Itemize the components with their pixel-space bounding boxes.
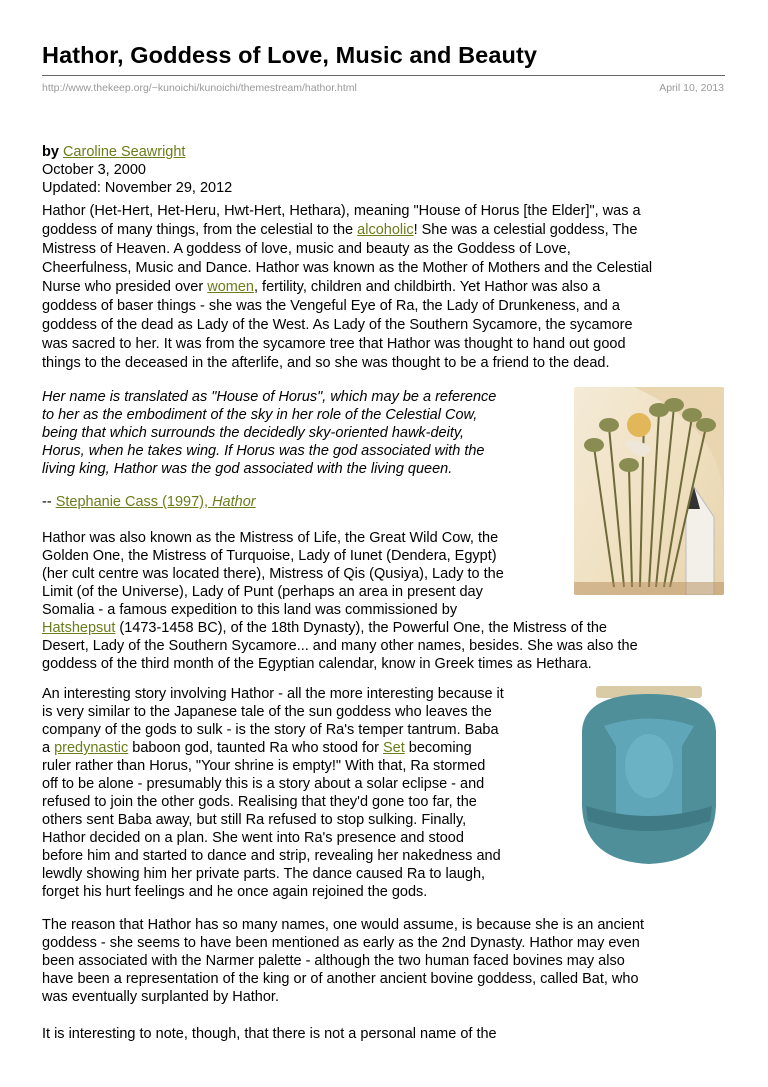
text-segment: Hathor was also known as the Mistress of Life, the Great Wild Cow, the (42, 530, 499, 546)
text-line (42, 202, 652, 221)
text-line (42, 703, 504, 721)
text-line (42, 601, 638, 619)
page-title: Hathor, Goddess of Love, Music and Beauty (42, 42, 538, 68)
capture-date: April 10, 2013 (659, 82, 724, 94)
text-segment: baboon god, taunted Ra who stood for (128, 740, 383, 756)
text-segment: Somalia - a famous expedition to this land was commissioned by (42, 602, 458, 618)
text-segment: An interesting story involving Hathor - all the more interesting because it (42, 686, 504, 702)
text-line (42, 685, 504, 703)
text-segment: was eventually surplanted by Hathor. (42, 989, 279, 1005)
text-line (42, 316, 652, 335)
text-line (42, 529, 638, 547)
inline-link[interactable]: Hathor (212, 494, 256, 510)
author-link[interactable]: Caroline Seawright (62, 144, 186, 160)
text-segment: things to the deceased in the afterlife, and so she was thought to be a friend to the dead. (42, 355, 610, 371)
created-date: October 3, 2000 (42, 162, 146, 178)
text-line (42, 952, 644, 970)
citation (42, 493, 256, 511)
text-line (42, 259, 652, 278)
text-segment: (1473-1458 BC), of the 18th Dynasty), the Powerful One, the Mistress of the (115, 620, 607, 636)
text-segment: Hathor (Het-Hert, Het-Heru, Hwt-Hert, Hethara), meaning "House of Horus [the Elder]", was a (42, 203, 641, 219)
text-segment: (her cult centre was located there), Mistress of Qis (Qusiya), Lady to the (42, 566, 504, 582)
text-line (42, 721, 504, 739)
text-segment: forget his hurt feelings and he once again rejoined the gods. (42, 884, 428, 900)
text-line (42, 240, 652, 259)
text-line (42, 655, 638, 673)
text-line (42, 757, 504, 775)
text-line (42, 335, 652, 354)
paragraph-closing (42, 1025, 497, 1043)
text-line (42, 278, 652, 297)
text-segment: It is interesting to note, though, that there is not a personal name of the (42, 1026, 497, 1042)
text-segment: goddess of the third month of the Egyptian calendar, know in Greek times as Hethara. (42, 656, 592, 672)
text-segment: Her name is translated as "House of Horus", which may be a reference (42, 389, 497, 405)
text-line (42, 847, 504, 865)
paragraph-intro (42, 202, 652, 373)
text-segment: have been a representation of the king or of another ancient bovine goddess, called Bat, who (42, 971, 639, 987)
text-segment: before him and started to dance and strip, revealing her nakedness and (42, 848, 501, 864)
text-segment: been associated with the Narmer palette - although the two human faced bovines may also (42, 953, 625, 969)
text-line (42, 442, 496, 460)
title-divider (42, 75, 725, 76)
text-segment: goddess of baser things - she was the Vengeful Eye of Ra, the Lady of Drunkeness, and a (42, 298, 620, 314)
paragraph-origins (42, 916, 644, 1006)
text-line (42, 637, 638, 655)
text-segment: was sacred to her. It was from the sycamore tree that Hathor was thought to hand out good (42, 336, 626, 352)
text-segment: others sent Baba away, but still Ra refused to stop sulking. Finally, (42, 812, 467, 828)
text-segment: to her as the embodiment of the sky in her role of the Celestial Cow, (42, 407, 478, 423)
text-segment: Mistress of Heaven. A goddess of love, music and beauty as the Goddess of Love, (42, 241, 571, 257)
text-segment: being that which surrounds the decidedly sky-oriented hawk-deity, (42, 425, 465, 441)
text-segment: becoming (404, 740, 472, 756)
text-segment: a (42, 740, 55, 756)
text-segment: goddess of the dead as Lady of the West. As Lady of the Southern Sycamore, the sycamore (42, 317, 633, 333)
quote-block (42, 388, 496, 478)
paragraph-names (42, 529, 638, 673)
text-segment: goddess of many things, from the celestial to the (42, 222, 358, 238)
text-segment: goddess - she seems to have been mentioned as early as the 2nd Dynasty. Hathor may even (42, 935, 640, 951)
text-line (42, 883, 504, 901)
text-segment: Golden One, the Mistress of Turquoise, Lady of Iunet (Dendera, Egypt) (42, 548, 497, 564)
text-line (42, 970, 644, 988)
text-line (42, 988, 644, 1006)
text-segment: company of the gods to sulk - is the story of Ra's temper tantrum. Baba (42, 722, 499, 738)
text-segment: living king, Hathor was the god associated with the living queen. (42, 461, 453, 477)
text-line (42, 1025, 497, 1043)
text-segment: Nurse who presided over (42, 279, 208, 295)
inline-link[interactable]: Stephanie Cass (1997), (55, 494, 213, 510)
text-segment: -- (42, 494, 56, 510)
text-segment: Hathor decided on a plan. She went into Ra's presence and stood (42, 830, 464, 846)
text-line (42, 406, 496, 424)
hathor-papyrus-image (574, 387, 724, 595)
text-segment: Cheerfulness, Music and Dance. Hathor was known as the Mother of Mothers and the Celestial (42, 260, 653, 276)
text-segment: Limit (of the Universe), Lady of Punt (perhaps an area in present day (42, 584, 483, 600)
text-line (42, 297, 652, 316)
inline-link[interactable]: women (207, 279, 254, 295)
text-line (42, 354, 652, 373)
text-segment: , fertility, children and childbirth. Yet Hathor was also a (253, 279, 601, 295)
by-label: by (42, 144, 59, 160)
text-line (42, 388, 496, 406)
text-line (42, 739, 504, 757)
inline-link[interactable]: predynastic (54, 740, 129, 756)
paragraph-story (42, 685, 504, 901)
text-segment: refused to join the other gods. Realising that they'd gone too far, the (42, 794, 477, 810)
text-line (42, 829, 504, 847)
text-segment: ruler rather than Horus, "Your shrine is empty!" With that, Ra stormed (42, 758, 486, 774)
updated-date: Updated: November 29, 2012 (42, 180, 233, 196)
inline-link[interactable]: Hatshepsut (42, 620, 116, 636)
text-line (42, 865, 504, 883)
text-segment: ! She was a celestial goddess, The (413, 222, 638, 238)
text-segment: Desert, Lady of the Southern Sycamore... and many other names, besides. She was also the (42, 638, 638, 654)
text-line (42, 424, 496, 442)
text-segment: is very similar to the Japanese tale of the sun goddess who leaves the (42, 704, 492, 720)
text-segment: The reason that Hathor has so many names, one would assume, is because she is an ancient (42, 917, 645, 933)
inline-link[interactable]: alcoholic (357, 222, 414, 238)
text-line (42, 493, 256, 511)
text-line (42, 811, 504, 829)
byline (42, 143, 232, 197)
source-url: http://www.thekeep.org/~kunoichi/kunoichi/themestream/hathor.html (42, 82, 357, 94)
text-line (42, 583, 638, 601)
text-line (42, 934, 644, 952)
text-line (42, 619, 638, 637)
text-segment: lewdly showing him her private parts. The dance caused Ra to laugh, (42, 866, 486, 882)
text-line (42, 547, 638, 565)
hathor-faience-head-image (574, 686, 724, 867)
inline-link[interactable]: Set (383, 740, 405, 756)
text-line (42, 793, 504, 811)
text-line (42, 775, 504, 793)
text-line (42, 565, 638, 583)
text-line (42, 916, 644, 934)
text-segment: Horus, when he takes wing. If Horus was the god associated with the (42, 443, 485, 459)
text-line (42, 460, 496, 478)
text-segment: off to be alone - presumably this is a story about a solar eclipse - and (42, 776, 485, 792)
text-line (42, 221, 652, 240)
